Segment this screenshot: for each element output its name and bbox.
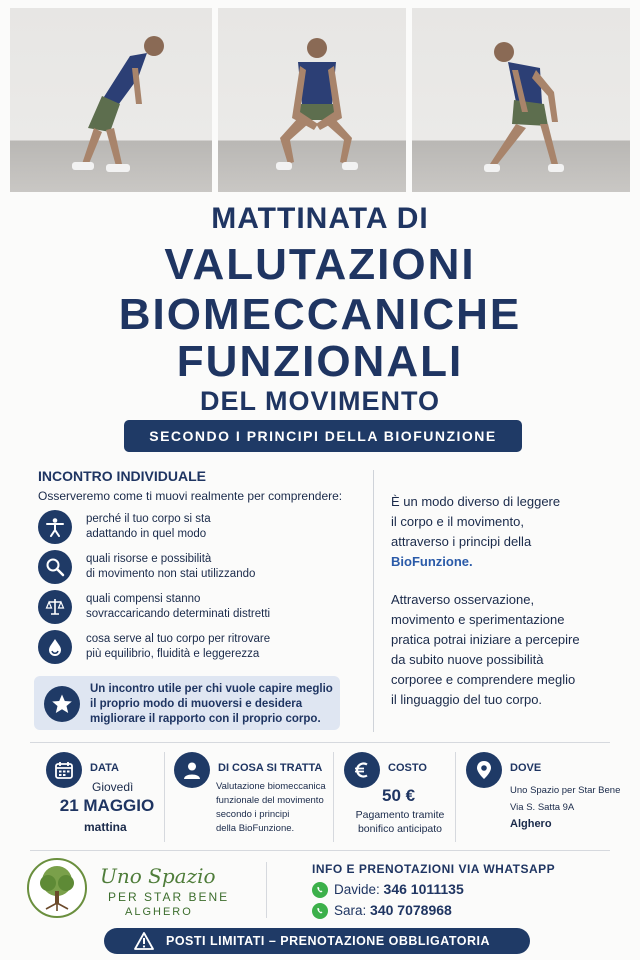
person-icon bbox=[38, 510, 72, 544]
info-costo bbox=[344, 752, 454, 844]
column-divider bbox=[373, 470, 374, 732]
contact-name: Sara: bbox=[334, 903, 367, 918]
title-line1: MATTINATA DI bbox=[211, 202, 429, 235]
p2-line5: corporee e comprendere meglio bbox=[391, 672, 576, 687]
info-tratta bbox=[174, 752, 334, 844]
biofunzione-highlight: BioFunzione. bbox=[391, 554, 473, 569]
data-date: 21 MAGGIO bbox=[59, 796, 155, 815]
list-item bbox=[38, 510, 358, 550]
data-label: DATA bbox=[90, 762, 119, 774]
figure-squat bbox=[218, 8, 406, 192]
footer-banner bbox=[104, 928, 530, 954]
euro-icon bbox=[344, 752, 380, 788]
contact-phone[interactable]: 340 7078968 bbox=[370, 902, 452, 918]
info-dove bbox=[466, 752, 621, 844]
p2-line3: pratica potrai iniziare a percepire bbox=[391, 632, 580, 647]
item-line1: cosa serve al tuo corpo per ritrovare bbox=[86, 633, 271, 645]
p1-line2: il corpo e il movimento, bbox=[391, 514, 524, 529]
dove-line2: Via S. Satta 9A bbox=[510, 802, 575, 813]
right-paragraph-1 bbox=[391, 492, 621, 572]
list-item bbox=[38, 550, 358, 590]
highlight-line3: migliorare il rapporto con il proprio corpo. bbox=[90, 713, 321, 725]
tree-logo bbox=[26, 857, 88, 919]
contacts-title: INFO E PRENOTAZIONI VIA WHATSAPP bbox=[312, 862, 556, 876]
photo-squat bbox=[218, 8, 406, 192]
tratta-line4: della BioFunzione. bbox=[216, 823, 295, 834]
costo-line2: bonifico anticipato bbox=[357, 823, 443, 835]
p1-line3: attraverso i principi della bbox=[391, 534, 532, 549]
photo-forward-bend bbox=[10, 8, 212, 192]
star-icon bbox=[44, 686, 80, 722]
data-time: mattina bbox=[84, 820, 127, 834]
photo-side-bend bbox=[412, 8, 630, 192]
whatsapp-icon bbox=[312, 882, 328, 898]
highlight-box bbox=[34, 676, 340, 730]
dove-label: DOVE bbox=[510, 762, 542, 774]
brand-city: ALGHERO bbox=[125, 906, 193, 918]
costo-price: 50 € bbox=[382, 786, 416, 805]
p1-line1: È un modo diverso di leggere bbox=[391, 494, 561, 509]
scale-icon bbox=[38, 590, 72, 624]
subtitle-banner: SECONDO I PRINCIPI DELLA BIOFUNZIONE bbox=[124, 420, 522, 452]
whatsapp-icon bbox=[312, 903, 328, 919]
contact-davide[interactable] bbox=[312, 880, 552, 900]
tratta-label: DI COSA SI TRATTA bbox=[218, 762, 323, 774]
info-separator bbox=[164, 752, 165, 842]
contact-phone[interactable]: 346 1011135 bbox=[383, 881, 464, 897]
divider bbox=[30, 742, 610, 743]
item-line1: quali risorse e possibilità bbox=[86, 553, 212, 565]
item-line1: quali compensi stanno bbox=[86, 593, 201, 605]
contact-sara[interactable] bbox=[312, 901, 552, 921]
item-line2: adattando in quel modo bbox=[86, 528, 207, 540]
info-data bbox=[46, 752, 166, 844]
pin-icon bbox=[466, 752, 502, 788]
item-line2: più equilibrio, fluidità e leggerezza bbox=[86, 648, 260, 660]
data-day: Giovedì bbox=[92, 780, 134, 794]
p2-line4: da subito nuove possibilità bbox=[391, 652, 544, 667]
figure-forward-bend bbox=[10, 8, 212, 192]
costo-label: COSTO bbox=[388, 762, 427, 774]
title-line5: DEL MOVIMENTO bbox=[199, 386, 441, 416]
section-intro: Osserveremo come ti muovi realmente per comprendere: bbox=[38, 489, 343, 503]
list-item bbox=[38, 630, 358, 670]
contact-name: Davide: bbox=[334, 882, 380, 897]
dove-city: Alghero bbox=[510, 818, 552, 830]
photo-strip bbox=[10, 8, 630, 192]
item-line2: sovraccaricando determinati distretti bbox=[86, 608, 271, 620]
tratta-line1: Valutazione biomeccanica bbox=[216, 781, 326, 792]
user-icon bbox=[174, 752, 210, 788]
brand-name: Uno Spazio bbox=[100, 864, 216, 888]
title-line2: VALUTAZIONI bbox=[164, 240, 476, 289]
highlight-line2: il proprio modo di muoversi e desidera bbox=[90, 698, 303, 710]
p2-line6: il linguaggio del tuo corpo. bbox=[391, 692, 543, 707]
drop-icon bbox=[38, 630, 72, 664]
title-line4: FUNZIONALI bbox=[176, 337, 464, 386]
info-separator bbox=[333, 752, 334, 842]
calendar-icon bbox=[46, 752, 82, 788]
divider bbox=[30, 850, 610, 851]
warning-icon bbox=[134, 932, 154, 950]
highlight-line1: Un incontro utile per chi vuole capire meglio bbox=[90, 683, 333, 695]
section-heading: INCONTRO INDIVIDUALE bbox=[38, 468, 206, 484]
tratta-line3: secondo i principi bbox=[216, 809, 290, 820]
item-line1: perché il tuo corpo si sta bbox=[86, 513, 211, 525]
costo-line1: Pagamento tramite bbox=[355, 809, 445, 821]
figure-side-bend bbox=[412, 8, 630, 192]
brand-separator bbox=[266, 862, 267, 918]
dove-line1: Uno Spazio per Star Bene bbox=[510, 785, 621, 796]
info-separator bbox=[455, 752, 456, 842]
p2-line2: movimento e sperimentazione bbox=[391, 612, 565, 627]
tratta-line2: funzionale del movimento bbox=[216, 795, 324, 806]
p2-line1: Attraverso osservazione, bbox=[391, 592, 535, 607]
magnifier-icon bbox=[38, 550, 72, 584]
right-paragraph-2 bbox=[391, 590, 621, 710]
footer-text: POSTI LIMITATI – PRENOTAZIONE OBBLIGATORIA bbox=[166, 934, 491, 948]
item-line2: di movimento non stai utilizzando bbox=[86, 568, 256, 580]
brand-sub: PER STAR BENE bbox=[108, 890, 230, 904]
title-line3: BIOMECCANICHE bbox=[118, 290, 522, 339]
list-item bbox=[38, 590, 358, 630]
